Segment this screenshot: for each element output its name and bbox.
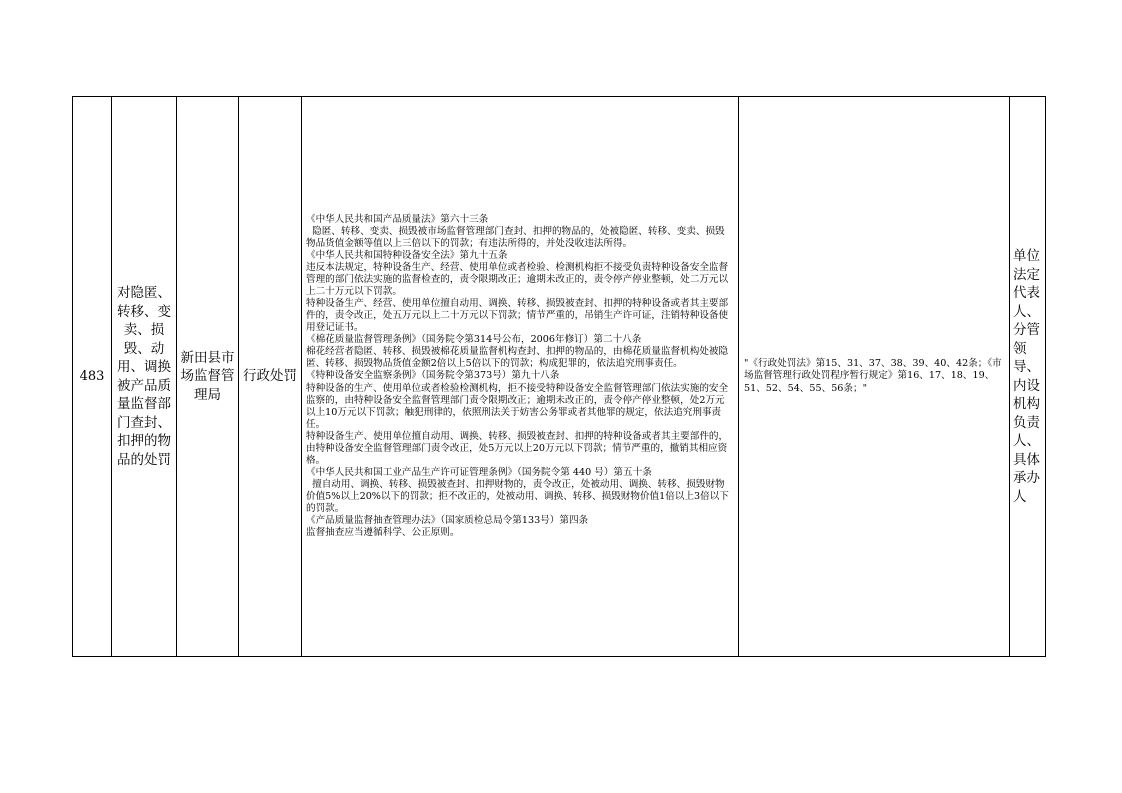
legal-basis-line: 隐匿、转移、变卖、损毁被市场监督管理部门查封、扣押的物品的，处被隐匿、转移、变卖、损毁物品货值金额等值以上三倍以下的罚款；有违法所得的，并处没收违法所得。 xyxy=(306,225,725,249)
legal-basis-line: 监督抽查应当遵循科学、公正原则。 xyxy=(306,527,460,539)
legal-basis-line: 特种设备生产、经营、使用单位擅自动用、调换、转移、损毁被查封、扣押的特种设备或者其主要部件的，责令改正，处五万元以上二十万元以下罚款；情节严重的，吊销生产许可证，注销特种设备使用登记证书。 xyxy=(306,298,729,334)
penalty-category: 行政处罚 xyxy=(239,97,302,657)
legal-basis-line: 擅自动用、调换、转移、损毁被查封、扣押财物的，责令改正，处被动用、调换、转移、损毁财物价值5%以上20%以下的罚款；拒不改正的，处被动用、调换、转移、损毁财物价值1倍以上3倍以下的罚款。 xyxy=(306,478,729,514)
legal-basis-line: 特种设备生产、使用单位擅自动用、调换、转移、损毁被查封、扣押的特种设备或者其主要部件的，由特种设备安全监督管理部门责令改正，处5万元以上20万元以下罚款；情节严重的，撤销其相应资格。 xyxy=(306,430,729,466)
legal-basis xyxy=(302,97,739,657)
legal-basis-line: 《中华人民共和国特种设备安全法》第九十五条 xyxy=(306,250,508,261)
legal-basis-line: 《特种设备安全监察条例》（国务院令第373号）第九十八条 xyxy=(306,370,560,382)
legal-basis-line: 特种设备的生产、使用单位或者检验检测机构，拒不接受特种设备安全监督管理部门依法实施的安全监察的，由特种设备安全监督管理部门责令限期改正；逾期未改正的，责令停产停业整顿，处2万元以上10万元以下罚款；触犯刑律的，依照刑法关于妨害公务罪或者其他罪的规定，依法追究刑事责任。 xyxy=(306,382,729,430)
legal-basis-line: 棉花经营者隐匿、转移、损毁被棉花质量监督机构查封、扣押的物品的，由棉花质量监督机构处被隐匿、转移、损毁物品货值金额2倍以上5倍以下的罚款；构成犯罪的，依法追究刑事责任。 xyxy=(306,346,729,370)
penalty-table xyxy=(72,96,1046,657)
legal-basis-line: 《产品质量监督抽查管理办法》（国家质检总局令第133号）第四条 xyxy=(306,515,589,527)
legal-basis-line: 《中华人民共和国产品质量法》第六十三条 xyxy=(306,213,489,225)
table-row xyxy=(73,97,1046,657)
legal-basis-line: 违反本法规定，特种设备生产、经营、使用单位或者检验、检测机构拒不接受负责特种设备安全监督管理的部门依法实施的监督检查的，责令限期改正；逾期未改正的，责令停产停业整顿，处二万元以上二十万元以下罚款。 xyxy=(306,262,729,298)
item-name: 对隐匿、转移、变卖、损毁、动用、调换被产品质量监督部门查封、扣押的物品的处罚 xyxy=(112,97,177,657)
legal-basis-line: 《棉花质量监督管理条例》（国务院令第314号公布，2006年修订）第二十八条 xyxy=(306,334,642,346)
department: 新田县市场监督管理局 xyxy=(177,97,239,657)
row-number: 483 xyxy=(73,97,112,657)
responsible-subject: 单位法定代表人、分管领导、内设机构负责人、具体承办人 xyxy=(1010,97,1046,657)
procedure-basis: "《行政处罚法》第15、31、37、38、39、40、42条；《市场监督管理行政处罚程序暂行规定》第16、17、18、19、51、52、54、55、56条；" xyxy=(739,97,1010,657)
legal-basis-line: 《中华人民共和国工业产品生产许可证管理条例》（国务院令第 440 号）第五十条 xyxy=(306,466,652,478)
